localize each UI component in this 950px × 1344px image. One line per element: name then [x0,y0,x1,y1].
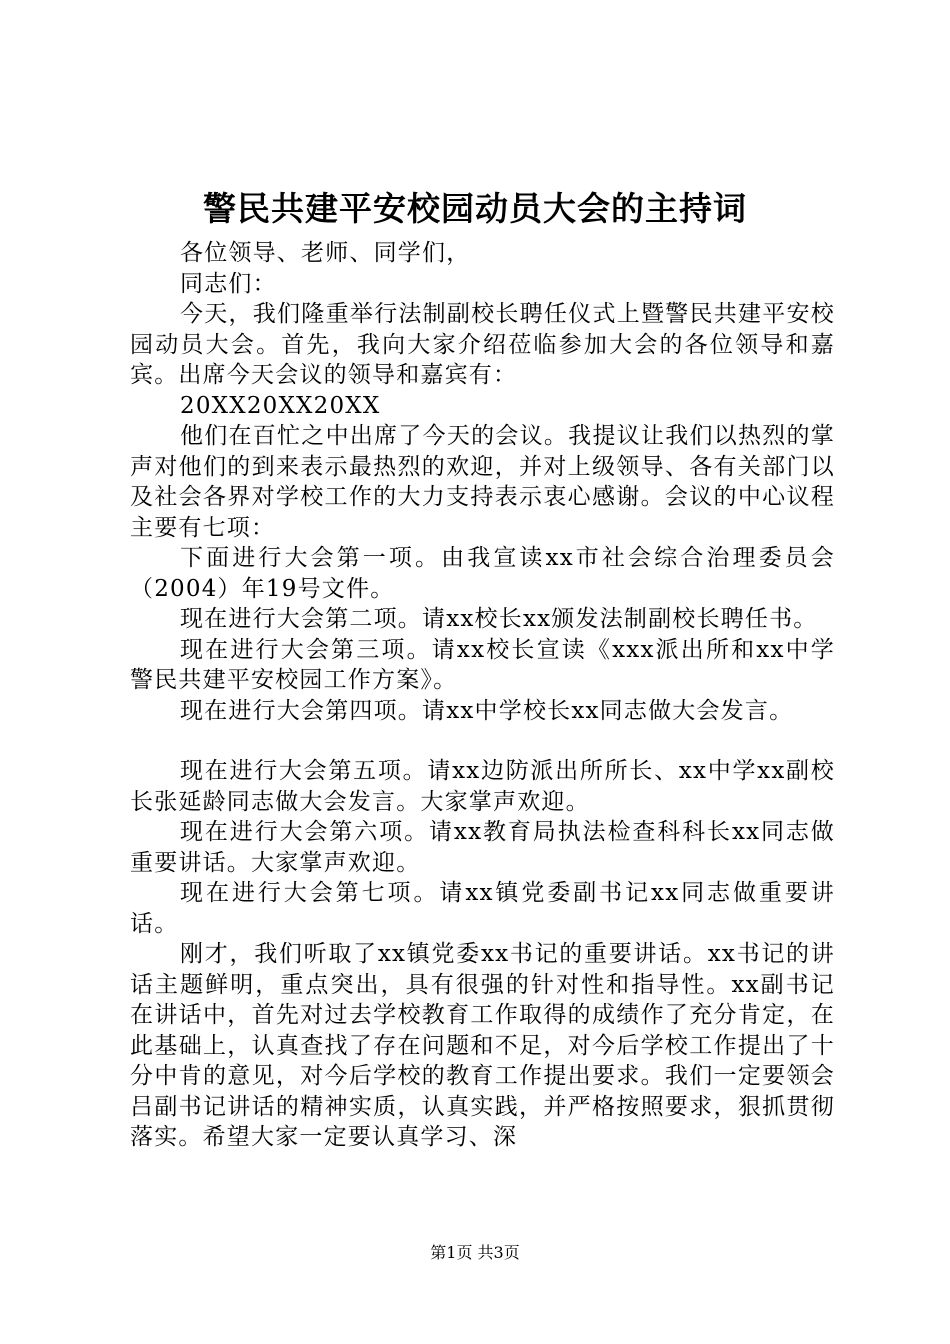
welcome-paragraph: 他们在百忙之中出席了今天的会议。我提议让我们以热烈的掌声对他们的到来表示最热烈的欢迎，并对上级领导、各有关部门以及社会各界对学校工作的大力支持表示衷心感谢。会议的中心议程主要有七项： [130,423,835,541]
agenda-item-2-paragraph: 现在进行大会第二项。请xx校长xx颁发法制副校长聘任书。 [180,606,818,632]
opening-paragraph: 今天，我们隆重举行法制副校长聘任仪式上暨警民共建平安校园动员大会。首先，我向大家介绍莅临参加大会的各位领导和嘉宾。出席今天会议的领导和嘉宾有： [130,301,835,388]
agenda-item-3-paragraph: 现在进行大会第三项。请xx校长宣读《xxx派出所和xx中学警民共建平安校园工作方案》。 [130,636,835,693]
agenda-item-7-paragraph: 现在进行大会第七项。请xx镇党委副书记xx同志做重要讲话。 [130,880,835,937]
page-number-footer: 第1页 共3页 [430,1243,520,1262]
summary-paragraph: 刚才，我们听取了xx镇党委xx书记的重要讲话。xx书记的讲话主题鲜明，重点突出，具有很强的针对性和指导性。xx副书记在讲话中，首先对过去学校教育工作取得的成绩作了充分肯定，在此基础上，认真查找了存在问题和不足，对今后学校工作提出了十分中肯的意见，对今后学校的教育工作提出要求。我们一定要领会吕副书记讲话的精神实质，认真实践，并严格按照要求，狠抓贯彻落实。希望大家一定要认真学习、深 [130,941,835,1150]
guest-list-paragraph: 20XX20XX20XX [180,392,381,419]
agenda-item-1-paragraph: 下面进行大会第一项。由我宣读xx市社会综合治理委员会（2004）年19号文件。 [130,545,835,602]
document-title: 警民共建平安校园动员大会的主持词 [203,189,747,228]
agenda-item-4-paragraph: 现在进行大会第四项。请xx中学校长xx同志做大会发言。 [180,697,794,724]
salutation-paragraph: 各位领导、老师、同学们， [180,240,471,266]
agenda-item-6-paragraph: 现在进行大会第六项。请xx教育局执法检查科科长xx同志做重要讲话。大家掌声欢迎。 [130,819,835,876]
document-body [130,238,835,1153]
agenda-item-5-paragraph: 现在进行大会第五项。请xx边防派出所所长、xx中学xx副校长张延龄同志做大会发言。大家掌声欢迎。 [130,758,835,815]
salutation-paragraph: 同志们： [180,270,277,297]
